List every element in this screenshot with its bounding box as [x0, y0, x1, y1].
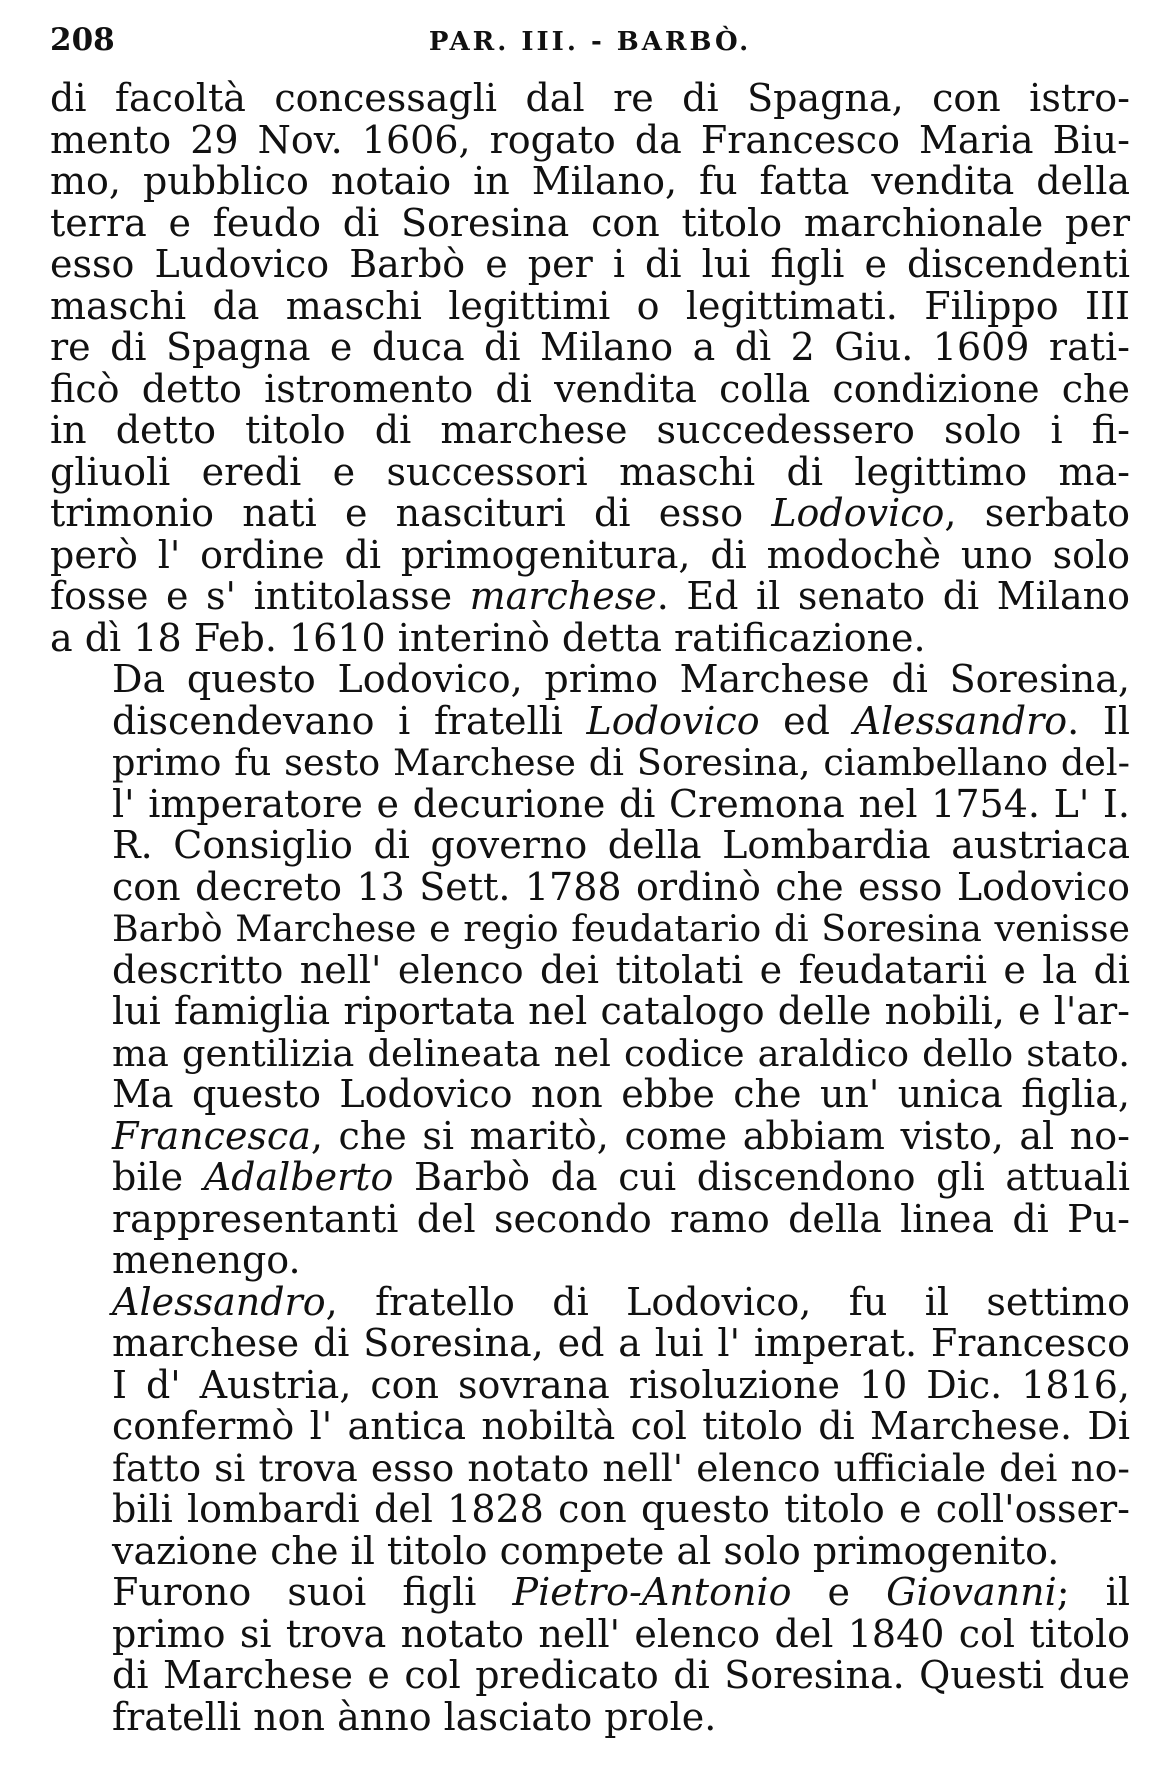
- text-line: a dì 18 Feb. 1610 interinò detta ratificazione.: [50, 615, 926, 660]
- text-line: Furono suoi figli Pietro-Antonio e Giovanni; il: [112, 1570, 1130, 1614]
- text-line: Francesca, che si maritò, come abbiam visto, al no-: [112, 1113, 1130, 1158]
- paragraph: [50, 659, 1130, 1282]
- text-line: mo, pubblico notaio in Milano, fu fatta vendita della: [50, 159, 1130, 203]
- italic-name: Lodovico: [771, 491, 945, 535]
- text-line: di Marchese e col predicato di Soresina. Questi due: [112, 1653, 1130, 1697]
- italic-name: Lodovico: [586, 698, 760, 743]
- text-line: Da questo Lodovico, primo Marchese di Soresina,: [112, 657, 1130, 701]
- text-line: ficò detto istromento di vendita colla condizione che: [50, 366, 1130, 411]
- italic-name: Alessandro: [853, 698, 1068, 743]
- text-line: gliuoli eredi e successori maschi di legittimo ma-: [50, 449, 1130, 494]
- text-line: bili lombardi del 1828 con questo titolo e coll'osser-: [112, 1487, 1130, 1531]
- text-line: vazione che il titolo compete al solo primogenito.: [112, 1528, 1060, 1573]
- italic-name: marchese: [469, 574, 657, 618]
- text-line: discendevano i fratelli Lodovico ed Alessandro. Il: [112, 698, 1130, 743]
- text-line: primo fu sesto Marchese di Soresina, ciambellano del-: [112, 741, 1130, 784]
- text-line: trimonio nati e nascituri di esso Lodovico, serbato: [50, 491, 1130, 535]
- text-line: Ma questo Lodovico non ebbe che un' unica figlia,: [112, 1072, 1130, 1116]
- text-line: R. Consiglio di governo della Lombardia austriaca: [112, 823, 1130, 867]
- text-line: però l' ordine di primogenitura, di modochè uno solo: [50, 532, 1130, 577]
- text-line: terra e feudo di Soresina con titolo marchionale per: [50, 200, 1130, 245]
- running-head: PAR. III. - BARBÒ.: [428, 27, 752, 57]
- text-line: Alessandro, fratello di Lodovico, fu il settimo: [112, 1279, 1130, 1324]
- text-line: fatto si trova esso notato nell' elenco ufficiale dei no-: [112, 1445, 1130, 1490]
- text-line: marchese di Soresina, ed a lui l' imperat. Francesco: [112, 1321, 1130, 1365]
- book-page: [50, 18, 1130, 1738]
- italic-name: Giovanni: [886, 1570, 1057, 1614]
- text-line: maschi da maschi legittimi o legittimati. Filippo III: [50, 283, 1130, 328]
- text-line: in detto titolo di marchese succedessero solo i fi-: [50, 408, 1130, 452]
- text-line: Barbò Marchese e regio feudatario di Soresina venisse: [112, 907, 1130, 950]
- body-text: [50, 78, 1130, 1738]
- italic-name: Adalberto: [203, 1155, 394, 1199]
- text-line: di facoltà concessagli dal re di Spagna, con istro-: [50, 76, 1130, 120]
- text-line: descritto nell' elenco dei titolati e feudatarii e la di: [112, 947, 1130, 992]
- text-line: I d' Austria, con sovrana risoluzione 10 Dic. 1816,: [112, 1362, 1130, 1407]
- text-line: lui famiglia riportata nel catalogo delle nobili, e l'ar-: [112, 989, 1130, 1033]
- page-number: 208: [50, 22, 115, 58]
- italic-name: Alessandro: [112, 1279, 326, 1324]
- italic-name: Francesca: [112, 1113, 311, 1158]
- paragraph: [50, 1572, 1130, 1738]
- text-line: l' imperatore e decurione di Cremona nel 1754. L' I.: [112, 781, 1130, 826]
- text-line: re di Spagna e duca di Milano a dì 2 Giu. 1609 rati-: [50, 325, 1130, 369]
- paragraph: [50, 1279, 1130, 1573]
- text-line: rappresentanti del secondo ramo della linea di Pu-: [112, 1196, 1130, 1241]
- text-line: primo si trova notato nell' elenco del 1840 col titolo: [112, 1611, 1130, 1656]
- text-line: menengo.: [112, 1238, 301, 1282]
- paragraph: [50, 78, 1130, 659]
- italic-name: Pietro-Antonio: [512, 1570, 792, 1614]
- page-header: [50, 18, 1130, 78]
- text-line: confermò l' antica nobiltà col titolo di Marchese. Di: [112, 1404, 1130, 1448]
- text-line: ma gentilizia delineata nel codice araldico dello stato.: [112, 1031, 1130, 1075]
- text-line: con decreto 13 Sett. 1788 ordinò che esso Lodovico: [112, 864, 1130, 909]
- text-line: fosse e s' intitolasse marchese. Ed il senato di Milano: [50, 574, 1130, 618]
- text-line: bile Adalberto Barbò da cui discendono gli attuali: [112, 1155, 1130, 1199]
- text-line: mento 29 Nov. 1606, rogato da Francesco Maria Biu-: [50, 117, 1130, 162]
- text-line: esso Ludovico Barbò e per i di lui figli e discendenti: [50, 242, 1130, 286]
- text-line: fratelli non ànno lasciato prole.: [112, 1694, 717, 1739]
